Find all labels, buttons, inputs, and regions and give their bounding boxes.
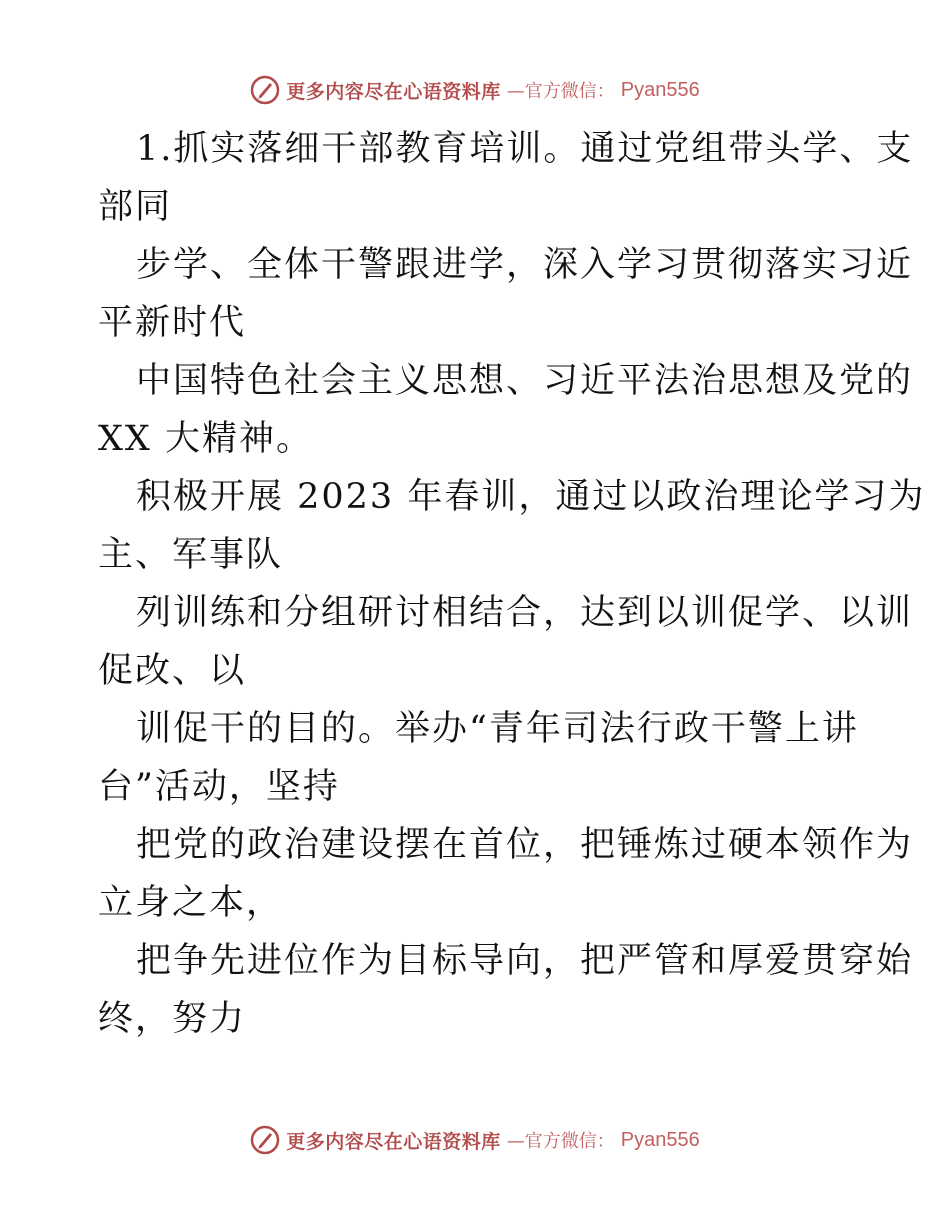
watermark-sub-text: —官方微信： — [506, 81, 615, 102]
text-line: 中国特色社会主义思想、习近平法治思想及党的 — [136, 361, 914, 401]
watermark-wechat-id: Pyan556 — [620, 1128, 700, 1151]
text-line: 1.抓实落细干部教育培训。通过党组带头学、支 — [136, 129, 914, 169]
text-line: 促改、以 — [98, 651, 247, 691]
text-line: 终，努力 — [98, 999, 247, 1039]
document-body — [98, 120, 926, 1048]
watermark-wechat-id: Pyan556 — [620, 78, 700, 101]
text-line: 步学、全体干警跟进学，深入学习贯彻落实习近 — [136, 245, 914, 285]
watermark-main-text: 更多内容尽在心语资料库 — [286, 1130, 501, 1153]
quill-logo-icon — [250, 1125, 280, 1155]
text-line: 列训练和分组研讨相结合，达到以训促学、以训 — [136, 593, 914, 633]
text-line: 把争先进位作为目标导向，把严管和厚爱贯穿始 — [136, 941, 914, 981]
header-watermark — [0, 72, 950, 108]
footer-watermark — [0, 1122, 950, 1158]
text-line: 把党的政治建设摆在首位，把锤炼过硬本领作为 — [136, 825, 914, 865]
text-line: XX 大精神。 — [98, 419, 313, 459]
text-line: 台”活动，坚持 — [98, 767, 340, 807]
quill-logo-icon — [250, 75, 280, 105]
text-line: 主、军事队 — [98, 535, 284, 575]
text-line: 立身之本， — [98, 883, 284, 923]
text-line: 部同 — [98, 187, 173, 227]
text-line: 训促干的目的。举办“青年司法行政干警上讲 — [136, 709, 859, 749]
text-line: 平新时代 — [98, 303, 247, 343]
watermark-sub-text: —官方微信： — [506, 1131, 615, 1152]
text-line: 积极开展 2023 年春训，通过以政治理论学习为 — [136, 477, 926, 517]
watermark-main-text: 更多内容尽在心语资料库 — [286, 80, 501, 103]
